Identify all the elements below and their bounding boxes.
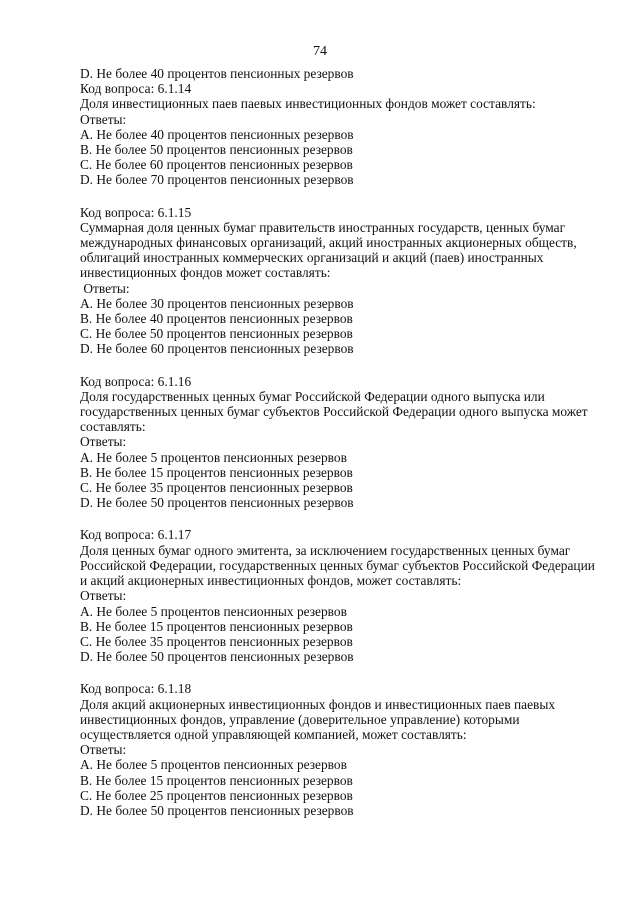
- answer-option: A. Не более 5 процентов пенсионных резервов: [80, 603, 347, 619]
- answer-line: D. Не более 40 процентов пенсионных резервов: [80, 66, 354, 81]
- question-text-line: составлять:: [80, 419, 146, 435]
- answer-option: D. Не более 50 процентов пенсионных резервов: [80, 649, 354, 665]
- question-block: [80, 527, 600, 664]
- question-code: Код вопроса: 6.1.14: [80, 81, 192, 97]
- answer-option: B. Не более 40 процентов пенсионных резервов: [80, 311, 353, 327]
- question-text-line: Российской Федерации, государственных ценных бумаг субъектов Российской Федерации: [80, 557, 595, 573]
- answers-label: Ответы:: [80, 111, 127, 127]
- question-code: Код вопроса: 6.1.15: [80, 204, 192, 220]
- question-text-line: осуществляется одной управляющей компанией, может составлять:: [80, 726, 467, 742]
- answer-option: A. Не более 30 процентов пенсионных резервов: [80, 295, 354, 311]
- answer-option: B. Не более 15 процентов пенсионных резервов: [80, 464, 353, 480]
- answer-option: C. Не более 35 процентов пенсионных резервов: [80, 633, 353, 649]
- question-text-line: облигаций иностранных коммерческих организаций и акций (паев) иностранных: [80, 250, 544, 266]
- question-text-line: Доля акций акционерных инвестиционных фондов и инвестиционных паев паевых: [80, 696, 556, 712]
- document-content: [80, 66, 600, 818]
- answer-option: D. Не более 70 процентов пенсионных резервов: [80, 172, 354, 188]
- question-text-line: Доля инвестиционных паев паевых инвестиционных фондов может составлять:: [80, 96, 536, 112]
- answer-option: C. Не более 25 процентов пенсионных резервов: [80, 787, 353, 803]
- answer-option: C. Не более 60 процентов пенсионных резервов: [80, 157, 353, 173]
- answer-option: B. Не более 15 процентов пенсионных резервов: [80, 618, 353, 634]
- answer-option: A. Не более 40 процентов пенсионных резервов: [80, 126, 354, 142]
- question-text-line: государственных ценных бумаг субъектов Российской Федерации одного выпуска может: [80, 404, 588, 420]
- answer-option: D. Не более 60 процентов пенсионных резервов: [80, 341, 354, 357]
- answers-label: Ответы:: [80, 434, 127, 450]
- answers-label: Ответы:: [80, 588, 127, 604]
- question-code: Код вопроса: 6.1.17: [80, 527, 192, 543]
- question-text-line: международных финансовых организаций, акций иностранных акционерных обществ,: [80, 235, 577, 251]
- question-text-line: и акций акционерных инвестиционных фондов, может составлять:: [80, 573, 462, 589]
- question-text-line: инвестиционных фондов, управление (доверительное управление) которыми: [80, 711, 520, 727]
- answer-option: B. Не более 15 процентов пенсионных резервов: [80, 772, 353, 788]
- question-block: [80, 81, 600, 187]
- question-block: [80, 205, 600, 357]
- question-list: [80, 81, 600, 818]
- answer-option: D. Не более 50 процентов пенсионных резервов: [80, 802, 354, 818]
- question-text-line: Суммарная доля ценных бумаг правительств иностранных государств, ценных бумаг: [80, 219, 566, 235]
- answer-option: A. Не более 5 процентов пенсионных резервов: [80, 757, 347, 773]
- question-block: [80, 681, 600, 818]
- answers-label: Ответы:: [80, 280, 130, 296]
- answer-option: B. Не более 50 процентов пенсионных резервов: [80, 142, 353, 158]
- question-text-line: инвестиционных фондов может составлять:: [80, 265, 331, 281]
- question-text-line: Доля ценных бумаг одного эмитента, за исключением государственных ценных бумаг: [80, 542, 571, 558]
- continuation-block: [80, 66, 600, 81]
- question-text-line: Доля государственных ценных бумаг Российской Федерации одного выпуска или: [80, 388, 545, 404]
- question-code: Код вопроса: 6.1.18: [80, 681, 192, 697]
- question-block: [80, 374, 600, 511]
- answer-option: A. Не более 5 процентов пенсионных резервов: [80, 449, 347, 465]
- answer-option: D. Не более 50 процентов пенсионных резервов: [80, 495, 354, 511]
- answer-option: C. Не более 50 процентов пенсионных резервов: [80, 326, 353, 342]
- page-number: 74: [313, 44, 327, 59]
- answers-label: Ответы:: [80, 742, 127, 758]
- question-code: Код вопроса: 6.1.16: [80, 373, 192, 389]
- answer-option: C. Не более 35 процентов пенсионных резервов: [80, 480, 353, 496]
